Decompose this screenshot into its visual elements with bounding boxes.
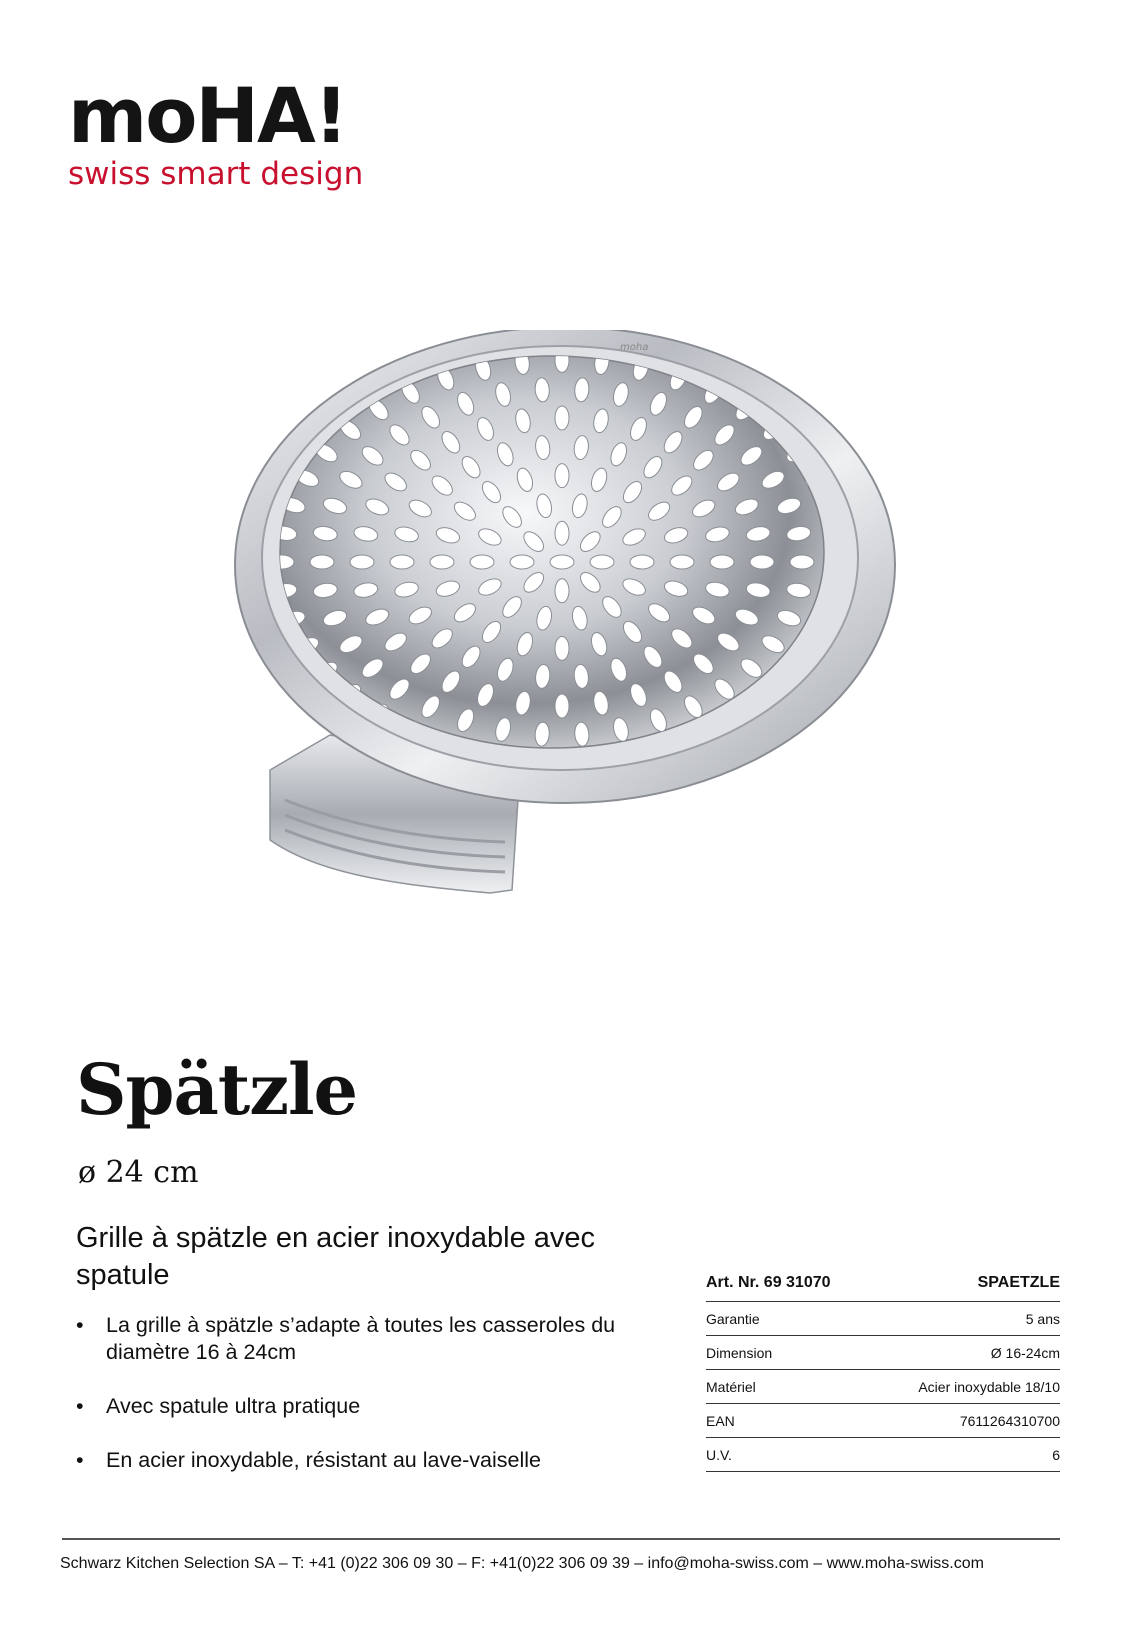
article-name: SPAETZLE [977,1274,1060,1291]
logo-wordmark: moHA! [68,71,347,160]
footer-contact: Schwarz Kitchen Selection SA – T: +41 (0)22 306 09 30 – F: +41(0)22 306 09 39 – info@moha-swiss.com – www.moha-swiss.com [60,1555,984,1572]
footer-divider [62,1538,1060,1540]
perforation-hole [555,694,569,718]
perforation-hole [390,555,414,569]
perforation-hole [750,555,774,569]
perforation-hole [710,555,734,569]
feature-item: • En acier inoxydable, résistant au lave-vaiselle [76,1448,542,1472]
engraving-text: moha [620,342,649,353]
brand-logo [68,71,364,192]
perforation-hole [555,464,569,488]
spec-label: Garantie [706,1310,760,1327]
spec-label: Matériel [706,1378,756,1395]
perforation-hole [590,555,614,569]
perforation-hole [630,555,654,569]
spec-label: U.V. [706,1446,732,1463]
perforation-hole [430,555,454,569]
perforation-hole [555,636,569,660]
spec-row [706,1438,1060,1472]
perforation-hole [350,555,374,569]
perforation-hole [470,555,494,569]
perforation-hole [790,555,814,569]
spec-row [706,1336,1060,1370]
spec-table-header [706,1270,1060,1302]
feature-item: • La grille à spätzle s’adapte à toutes les casseroles du diamètre 16 à 24cm [76,1313,616,1364]
spec-label: EAN [706,1412,735,1429]
spec-row [706,1370,1060,1404]
perforation-hole [670,555,694,569]
spec-value: Ø 16-24cm [990,1344,1060,1361]
spec-label: Dimension [706,1344,773,1361]
perforation-hole [555,579,569,603]
perforation-hole [555,521,569,545]
feature-list [76,1312,676,1474]
bullet-icon: • [76,1448,84,1472]
spec-table [706,1270,1060,1472]
spec-row [706,1404,1060,1438]
product-size: ø 24 cm [78,1155,199,1190]
perforation-hole [510,555,534,569]
spec-value: 7611264310700 [959,1412,1060,1429]
perforation-hole [550,555,574,569]
spec-row [706,1302,1060,1336]
article-number: Art. Nr. 69 31070 [706,1274,831,1291]
logo-tagline: swiss smart design [68,156,364,192]
bullet-icon: • [76,1313,84,1337]
feature-item: • Avec spatule ultra pratique [76,1394,361,1418]
product-description: Grille à spätzle en acier inoxydable avec spatule [76,1222,596,1291]
product-title: Spätzle [76,1048,358,1131]
perforation-hole [310,555,334,569]
perforation-hole [555,406,569,430]
product-image [190,330,940,950]
spec-value: Acier inoxydable 18/10 [918,1378,1060,1395]
spec-value: 6 [1052,1446,1060,1463]
spec-value: 5 ans [1025,1310,1060,1327]
bullet-icon: • [76,1394,84,1418]
